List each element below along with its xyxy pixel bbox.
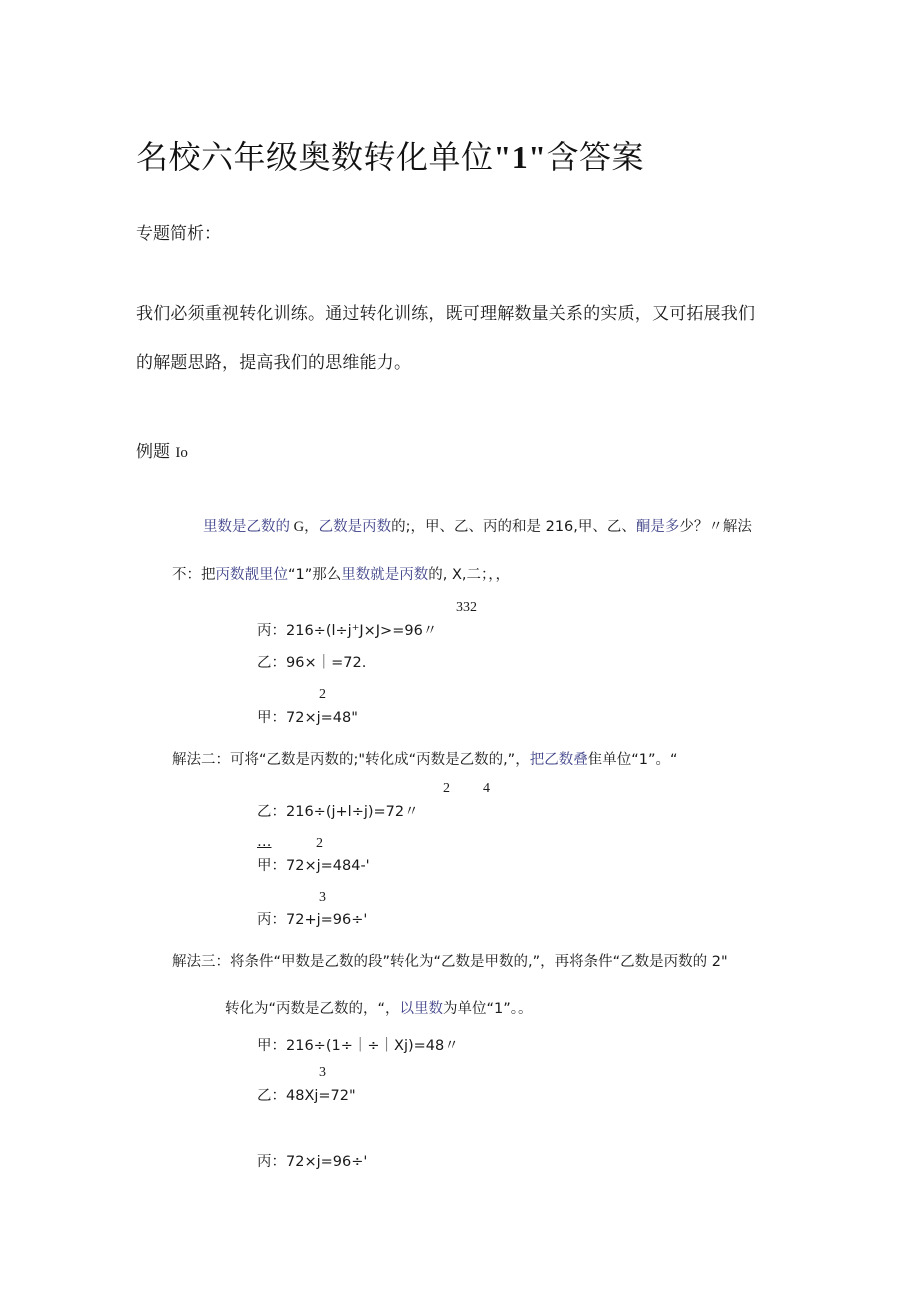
method1-bing-equation: 丙：216÷(l÷j⁺J×J>=96〃 <box>257 623 438 639</box>
method2-yi-equation: 乙：216÷(j+l÷j)=72〃 <box>257 804 419 820</box>
problem-line-2 <box>172 563 510 584</box>
problem-text-1: G， <box>290 519 319 535</box>
method2-highlight-1: 把乙数叠 <box>529 752 588 768</box>
method3-jia-equation: 甲：216÷(1÷｜÷｜Xj)=48〃 <box>257 1038 459 1054</box>
title-suffix: 含答案 <box>546 138 645 176</box>
problem-line2-highlight-1: 丙数靓里位 <box>215 567 288 583</box>
example-number: Io <box>175 445 188 461</box>
section-heading: 专题简析： <box>136 224 221 244</box>
method1-jia-equation: 甲：72×j=48" <box>257 710 358 726</box>
problem-highlight-2: 乙数是丙数 <box>318 519 392 535</box>
title-quote: "1" <box>493 139 547 175</box>
intro-line-2: 的解题思路，提高我们的思维能力。 <box>136 353 412 373</box>
intro-line-1: 我们必须重视转化训练。通过转化训练，既可理解数量关系的实质，又可拓展我们 <box>136 304 756 324</box>
method2-text-2: 隹单位“1”。“ <box>587 752 678 768</box>
problem-highlight-1: 里数是乙数的 <box>203 519 290 535</box>
method3-line2-text-2: 为单位“1”。。 <box>443 1001 533 1017</box>
method3-line2-highlight-1: 以里数 <box>399 1001 444 1017</box>
method2-jia-equation: 甲：72×j=484-' <box>257 858 370 874</box>
method2-text-1: 解法二：可将“乙数是丙数的;"转化成“丙数是乙数的,”， <box>172 752 530 768</box>
method2-jia-superscript: 2 <box>316 836 323 851</box>
problem-line2-highlight-2: 里数就是丙数 <box>341 567 429 583</box>
method2-dots: … <box>257 834 272 850</box>
method2-intro <box>172 748 677 769</box>
method1-superscript: 332 <box>456 600 477 615</box>
method3-line-1: 解法三：将条件“甲数是乙数的段”转化为“乙数是甲数的,”，再将条件“乙数是丙数的 2" <box>172 954 728 970</box>
method3-line2-text-1: 转化为“丙数是乙数的，“， <box>225 1001 400 1017</box>
method3-line-2 <box>225 997 533 1018</box>
example-heading <box>136 437 188 462</box>
method2-yi-superscript-b: 4 <box>483 781 490 796</box>
method3-yi-superscript: 3 <box>319 1065 326 1080</box>
page-title <box>136 132 644 178</box>
example-label: 例题 <box>136 442 170 462</box>
method3-yi-equation: 乙：48Xj=72" <box>257 1088 356 1104</box>
method1-yi-equation: 乙：96×｜=72. <box>257 655 367 671</box>
method3-bing-equation: 丙：72×j=96÷' <box>257 1154 368 1170</box>
problem-highlight-3: 酮是多 <box>635 519 680 535</box>
problem-line2-text-2: “1”那么 <box>288 567 342 583</box>
method1-jia-superscript: 2 <box>319 687 326 702</box>
method2-bing-superscript: 3 <box>319 890 326 905</box>
title-main: 名校六年级奥数转化单位 <box>136 138 494 176</box>
problem-text-2: 的;，甲、乙、丙的和是 216,甲、乙、 <box>391 519 636 535</box>
problem-line2-text-1: 不：把 <box>172 567 216 583</box>
problem-line2-text-3: 的, X,二；，， <box>428 567 511 583</box>
problem-text-3: 少？〃解法 <box>679 519 752 535</box>
problem-line-1 <box>203 515 752 536</box>
method2-yi-superscript-a: 2 <box>443 781 450 796</box>
method2-bing-equation: 丙：72+j=96÷' <box>257 912 368 928</box>
